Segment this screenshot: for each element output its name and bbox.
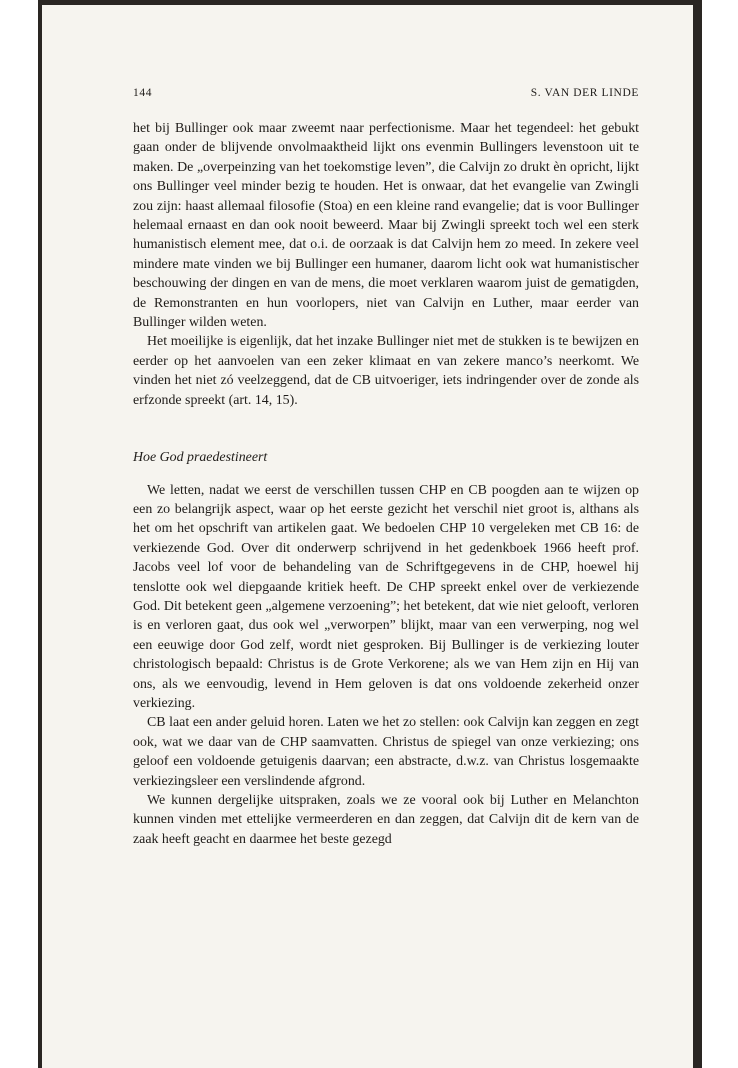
paragraph-section-3: We kunnen dergelijke uitspraken, zoals we ze vooral ook bij Luther en Melanchton kunnen vinden met ettelijke vermeerderen en dan zeggen, dat Calvijn dit de kern van de zaak heeft geacht en daarmee het beste gezegd (133, 793, 639, 847)
scan-edge-right (693, 0, 702, 1068)
running-title: S. VAN DER LINDE (530, 87, 639, 99)
paragraph-section-2: CB laat een ander geluid horen. Laten we het zo stellen: ook Calvijn kan zeggen en zegt ook, wat we daar van de CHP saamvatten. Christus de spiegel van onze verkiezing; ons geloof een voldoende getuigenis daarvan; een abstracte, d.w.z. van Christus losgemaakte verkiezingsleer een verslindende afgrond. (133, 715, 639, 789)
page-number: 144 (133, 87, 153, 99)
section-heading: Hoe God praedestineert (133, 450, 268, 466)
body-text (133, 119, 639, 849)
paragraph-intro-1: het bij Bullinger ook maar zweemt naar perfectionisme. Maar het tegendeel: het gebukt gaan onder de blijvende onvolmaaktheid lijkt ons evenmin Bullingers levenstoon uit te maken. De „overpeinzing van het toekomstige leven”, die Calvijn zo drukt èn opricht, lijkt ons Bullinger veel minder bezig te houden. Het is onwaar, dat het evangelie van Zwingli zou zijn: haast allemaal filosofie (Stoa) en een kleine rand evangelie; dat is voor Bullinger helemaal ernaast en dan ook nooit beweerd. Maar bij Zwingli spreekt toch wel een sterk humanistisch element mee, dat o.i. de oorzaak is dat Calvijn hem zo meed. In zekere veel mindere mate vinden we bij Bullinger een humaner, daarom licht ook wat humanistischer beschouwing der dingen en van de mens, die moet verklaren waarom juist de gematigden, de Remonstranten en hun voorlopers, niet van Calvijn en Luther, maar eerder van Bullinger wilden weten. (133, 121, 639, 331)
running-head (133, 87, 639, 103)
paragraph-intro-2: Het moeilijke is eigenlijk, dat het inzake Bullinger niet met de stukken is te bewijzen en eerder op het aanvoelen van een zeker klimaat en van zekere manco’s neerkomt. We vinden het niet zó veelzeggend, dat de CB uitvoeriger, iets indringender over de zonde als erfzonde spreekt (art. 14, 15). (133, 334, 639, 408)
paragraph-section-1: We letten, nadat we eerst de verschillen tussen CHP en CB poogden aan te wijzen op een zo belangrijk aspect, waar op het eerste gezicht het verschil niet groot is, althans als het om het opschrift van artikelen gaat. We bedoelen CHP 10 vergeleken met CB 16: de verkiezende God. Over dit onderwerp schrijvend in het gedenkboek 1966 heeft prof. Jacobs veel lof voor de behandeling van de Schriftgegevens in de CHP, hoewel hij tenslotte ook wel diepgaande kritiek heeft. De CHP spreekt enkel over de verkiezende God. Dit betekent geen „algemene verzoening”; het betekent, dat wie niet gelooft, verloren is en verloren gaat, dus ook wel „verworpen” blijkt, maar van een verwerping, nog wel een eeuwige door God zelf, wordt niet gesproken. Bij Bullinger is de verkiezing louter christologisch bepaald: Christus is de Grote Verkorene; als we van Hem zijn en Hij van ons, als we eenvoudig, levend in Hem geloven is dat ons voldoende zekerheid onzer verkiezing. (133, 482, 639, 711)
